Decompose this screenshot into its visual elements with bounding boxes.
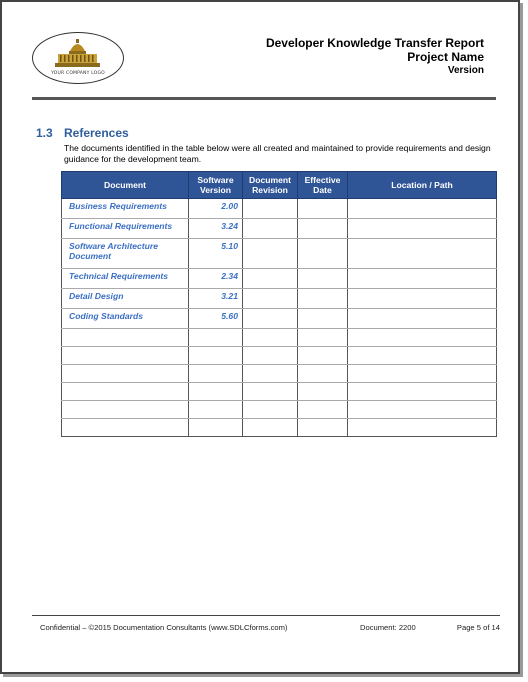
col-header-effective-date: Effective Date xyxy=(298,172,348,199)
version-label: Version xyxy=(447,65,484,76)
table-header-row xyxy=(62,172,497,199)
table-row xyxy=(62,269,497,289)
table-row-empty xyxy=(62,383,497,401)
location-cell xyxy=(348,199,497,219)
section-heading xyxy=(36,126,129,140)
location-cell xyxy=(348,309,497,329)
header-divider xyxy=(32,97,496,100)
table-row-empty xyxy=(62,329,497,347)
table-row-empty xyxy=(62,401,497,419)
date-cell xyxy=(298,269,348,289)
references-table xyxy=(61,171,497,437)
date-cell xyxy=(298,309,348,329)
document-cell: Business Requirements xyxy=(62,199,189,219)
table-row xyxy=(62,289,497,309)
company-logo xyxy=(32,32,124,84)
section-title: References xyxy=(64,126,129,140)
version-cell: 5.10 xyxy=(189,239,243,269)
location-cell xyxy=(348,269,497,289)
report-title: Developer Knowledge Transfer Report xyxy=(265,36,484,50)
version-cell: 3.24 xyxy=(189,219,243,239)
table-row xyxy=(62,239,497,269)
revision-cell xyxy=(243,269,298,289)
document-cell: Detail Design xyxy=(62,289,189,309)
location-cell xyxy=(348,219,497,239)
table-row xyxy=(62,309,497,329)
document-header xyxy=(266,36,484,77)
version-cell: 3.21 xyxy=(189,289,243,309)
document-cell: Coding Standards xyxy=(62,309,189,329)
version-cell: 5.60 xyxy=(189,309,243,329)
project-name: Project Name xyxy=(407,50,484,64)
revision-cell xyxy=(243,309,298,329)
version-cell: 2.00 xyxy=(189,199,243,219)
footer-confidential: Confidential – ©2015 Documentation Consultants (www.SDLCforms.com) xyxy=(40,623,288,632)
col-header-software-version: Software Version xyxy=(189,172,243,199)
col-header-document-revision: Document Revision xyxy=(243,172,298,199)
date-cell xyxy=(298,199,348,219)
revision-cell xyxy=(243,199,298,219)
revision-cell xyxy=(243,219,298,239)
table-row-empty xyxy=(62,347,497,365)
table-row-empty xyxy=(62,419,497,437)
revision-cell xyxy=(243,289,298,309)
date-cell xyxy=(298,239,348,269)
col-header-document: Document xyxy=(62,172,189,199)
section-intro: The documents identified in the table below were all created and maintained to provide requirements and design guidance for the development team. xyxy=(64,143,491,164)
table-row xyxy=(62,199,497,219)
logo-text: YOUR COMPANY LOGO xyxy=(51,71,105,76)
footer-page-number: Page 5 of 14 xyxy=(456,623,500,632)
table-row xyxy=(62,219,497,239)
revision-cell xyxy=(243,239,298,269)
location-cell xyxy=(348,289,497,309)
document-cell: Technical Requirements xyxy=(62,269,189,289)
location-cell xyxy=(348,239,497,269)
document-cell: Functional Requirements xyxy=(62,219,189,239)
date-cell xyxy=(298,289,348,309)
col-header-location: Location / Path xyxy=(348,172,497,199)
version-cell: 2.34 xyxy=(189,269,243,289)
footer-divider xyxy=(32,615,500,616)
section-number: 1.3 xyxy=(36,126,53,140)
document-cell: Software Architecture Document xyxy=(62,239,189,269)
table-row-empty xyxy=(62,365,497,383)
date-cell xyxy=(298,219,348,239)
footer-document-number: Document: 2200 xyxy=(360,623,416,632)
